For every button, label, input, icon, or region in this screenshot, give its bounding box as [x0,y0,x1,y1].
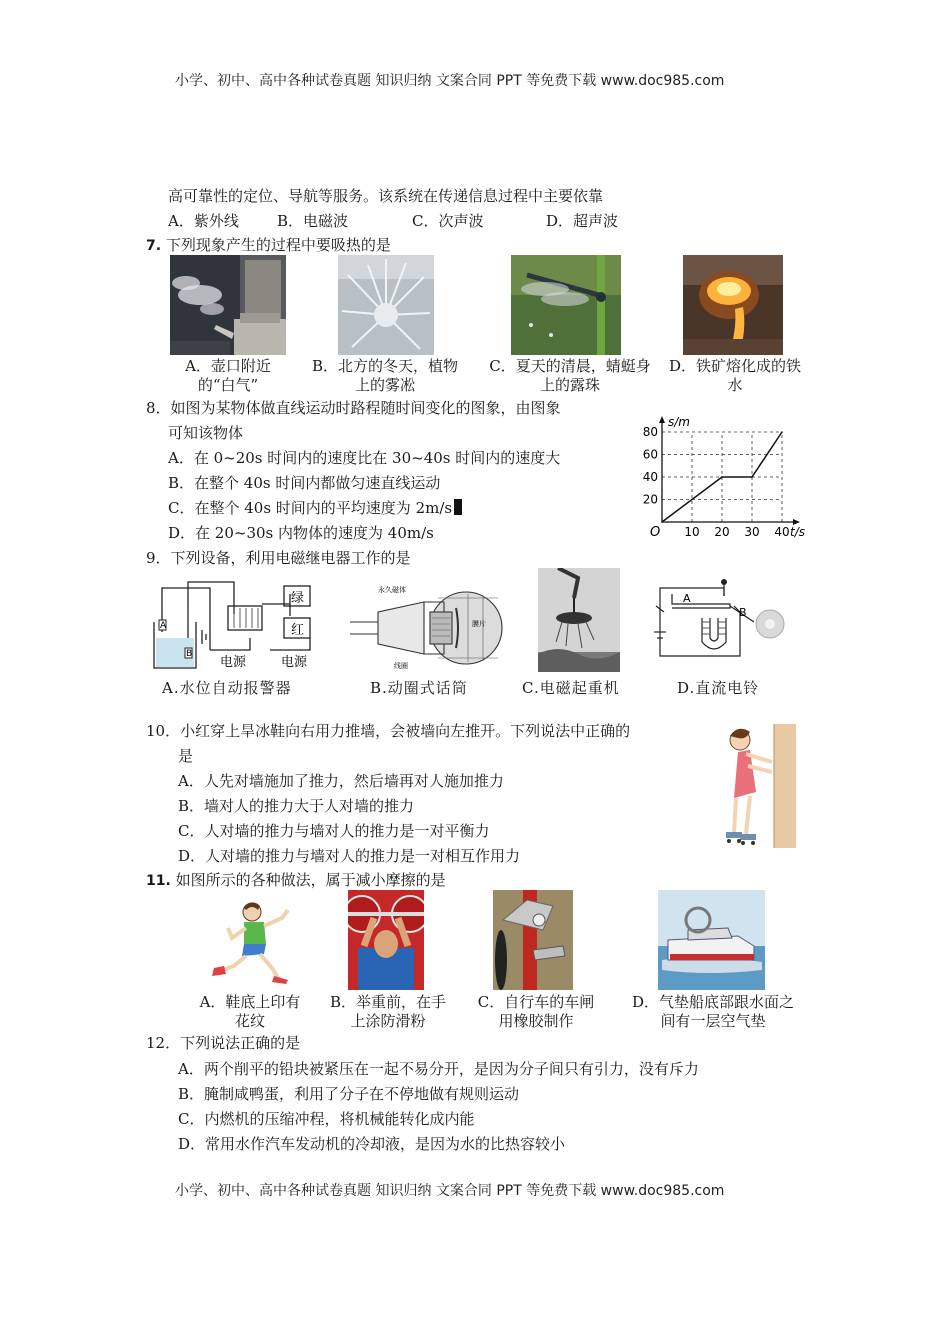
chart-y-tick-label: 60 [642,447,658,462]
q8-stem-line1: 8．如图为某物体做直线运动时路程随时间变化的图象，由图象 [146,399,561,417]
q7-caption-b-line2: 上的雾凇 [354,376,415,394]
q8-option-c [168,498,462,518]
chart-x-tick-label: 30 [744,525,760,539]
q11-caption-a [185,993,315,1031]
chart-x-tick-label: 40 [774,525,790,539]
q6-continued-text: 高可靠性的定位、导航等服务。该系统在传递信息过程中主要依靠 [168,187,604,205]
q9-figB-coil: 线圈 [394,662,408,670]
q11-number: 11. [146,873,171,889]
chart-y-axis-label: s/m [668,415,690,429]
q11-stem-text: 如图所示的各种做法，属于减小摩擦的是 [175,871,446,889]
q10-option-c: C．人对墙的推力与墙对人的推力是一对平衡力 [178,822,490,840]
q10-option-b: B．墙对人的推力大于人对墙的推力 [178,797,415,815]
q11-caption-d-line1: D．气垫船底部跟水面之 [631,993,795,1011]
q12-option-b: B．腌制咸鸭蛋，利用了分子在不停地做有规则运动 [178,1085,520,1103]
chart-y-axis-arrow [659,416,665,423]
q11-figure-runner [208,898,294,986]
q11-caption-a-line2: 花纹 [234,1012,265,1030]
q9-caption-a: A.水位自动报警器 [162,679,292,697]
chart-data-point [721,476,723,478]
q8-option-c-text: C．在整个 40s 时间内的平均速度为 2m/s [168,499,453,517]
q6-option-b: B．电磁波 [277,212,349,230]
q9-caption-d: D.直流电铃 [677,679,760,697]
q8-stem-line2: 可知该物体 [168,424,244,442]
q10-figure-girl-pushing-wall [716,722,798,850]
q7-photo-kettle [170,255,286,355]
q9-figB-magnet: 永久磁体 [378,586,406,594]
q9-figA-power2: 电源 [281,655,308,670]
q11-caption-d-line2: 间有一层空气垫 [660,1012,766,1030]
q11-caption-a-line1: A．鞋底上印有 [199,993,301,1011]
q11-stem [146,870,446,891]
chart-x-tick-label: 20 [714,525,730,539]
q10-option-d: D．人对墙的推力与墙对人的推力是一对相互作用力 [178,847,521,865]
q7-caption-c [476,357,664,395]
q11-caption-b [318,993,458,1031]
text-cursor [454,499,462,515]
chart-y-tick-label: 40 [642,470,658,484]
q6-option-d: D．超声波 [546,212,619,230]
q7-photo-rime [338,255,434,355]
q9-figA-green: 绿 [291,591,305,606]
q9-figD-label-b: B [739,606,747,619]
distance-time-chart [640,400,815,540]
q8-option-b: B．在整个 40s 时间内都做匀速直线运动 [168,474,441,492]
q10-stem-line2: 是 [178,747,194,765]
q7-caption-a-line2: 的“白气” [197,376,259,394]
q12-option-d: D．常用水作汽车发动机的冷却液，是因为水的比热容较小 [178,1135,566,1153]
q6-option-a: A．紫外线 [168,212,239,230]
chart-data-point [781,431,783,433]
q8-option-a: A．在 0~20s 时间内的速度比在 30~40s 时间内的速度大 [168,449,561,467]
q11-caption-b-line2: 上涂防滑粉 [350,1012,426,1030]
q11-photo-weightlifter [348,890,424,990]
q11-photo-bicycle-brake [493,890,573,990]
q9-caption-b: B.动圈式话筒 [370,679,468,697]
q9-figA-power1: 电源 [220,655,247,670]
q10-stem-line1: 10．小红穿上旱冰鞋向右用力推墙，会被墙向左推开。下列说法中正确的 [146,722,631,740]
chart-data-point [751,476,753,478]
q11-caption-b-line1: B．举重前，在手 [329,993,447,1011]
q7-caption-b-line1: B．北方的冬天，植物 [311,357,459,375]
q7-caption-a-line1: A．壶口附近 [185,357,271,375]
q11-photo-hovercraft [658,890,765,990]
chart-x-tick-label: 10 [684,525,700,539]
q11-caption-c-line1: C．自行车的车闸 [477,993,595,1011]
q11-caption-c-line2: 用橡胶制作 [498,1012,574,1030]
q7-caption-d [660,357,810,395]
q9-figB-film: 膜片 [472,620,486,628]
q12-option-a: A．两个削平的铅块被紧压在一起不易分开，是因为分子间只有引力，没有斥力 [178,1060,699,1078]
chart-y-tick-label: 20 [642,492,658,507]
q10-option-a: A．人先对墙施加了推力，然后墙再对人施加推力 [178,772,504,790]
q7-number: 7. [146,238,162,254]
q6-option-c: C．次声波 [412,212,484,230]
q9-figure-electric-bell [650,576,792,670]
chart-origin-label: O [650,525,661,540]
q9-stem: 9．下列设备，利用电磁继电器工作的是 [146,549,411,567]
q7-stem-text: 下列现象产生的过程中要吸热的是 [165,236,391,254]
q8-option-d: D．在 20~30s 内物体的速度为 40m/s [168,524,434,542]
q11-caption-d [617,993,809,1031]
q7-caption-c-line2: 上的露珠 [539,376,600,394]
q12-stem: 12．下列说法正确的是 [146,1034,301,1052]
q9-caption-c: C.电磁起重机 [522,679,620,697]
q7-caption-c-line1: C．夏天的清晨，蜻蜓身 [489,357,651,375]
q7-caption-d-line1: D．铁矿熔化成的铁 [668,357,802,375]
q7-caption-a [178,357,278,395]
q7-photo-dragonfly [511,255,621,355]
q11-caption-c [466,993,606,1031]
q7-photo-molten-iron [683,255,783,355]
q12-option-c: C．内燃机的压缩冲程，将机械能转化成内能 [178,1110,475,1128]
q7-stem [146,235,391,256]
page-header: 小学、初中、高中各种试卷真题 知识归纳 文案合同 PPT 等免费下载 www.doc985.com [175,73,725,89]
q7-caption-b [300,357,470,395]
q9-figA-label-a: A [160,621,167,631]
chart-x-axis-label: t/s [790,525,805,539]
q9-photo-crane [538,568,620,672]
chart-data-point [661,521,663,523]
q9-figA-label-b: B [186,649,193,659]
page-footer: 小学、初中、高中各种试卷真题 知识归纳 文案合同 PPT 等免费下载 www.doc985.com [175,1183,725,1199]
q9-figure-microphone [348,582,506,670]
q9-figA-red: 红 [291,623,305,638]
q9-figure-water-alarm [150,578,322,672]
q7-caption-d-line2: 水 [727,376,743,394]
q9-figD-label-a: A [683,592,691,605]
chart-y-tick-label: 80 [642,425,658,439]
